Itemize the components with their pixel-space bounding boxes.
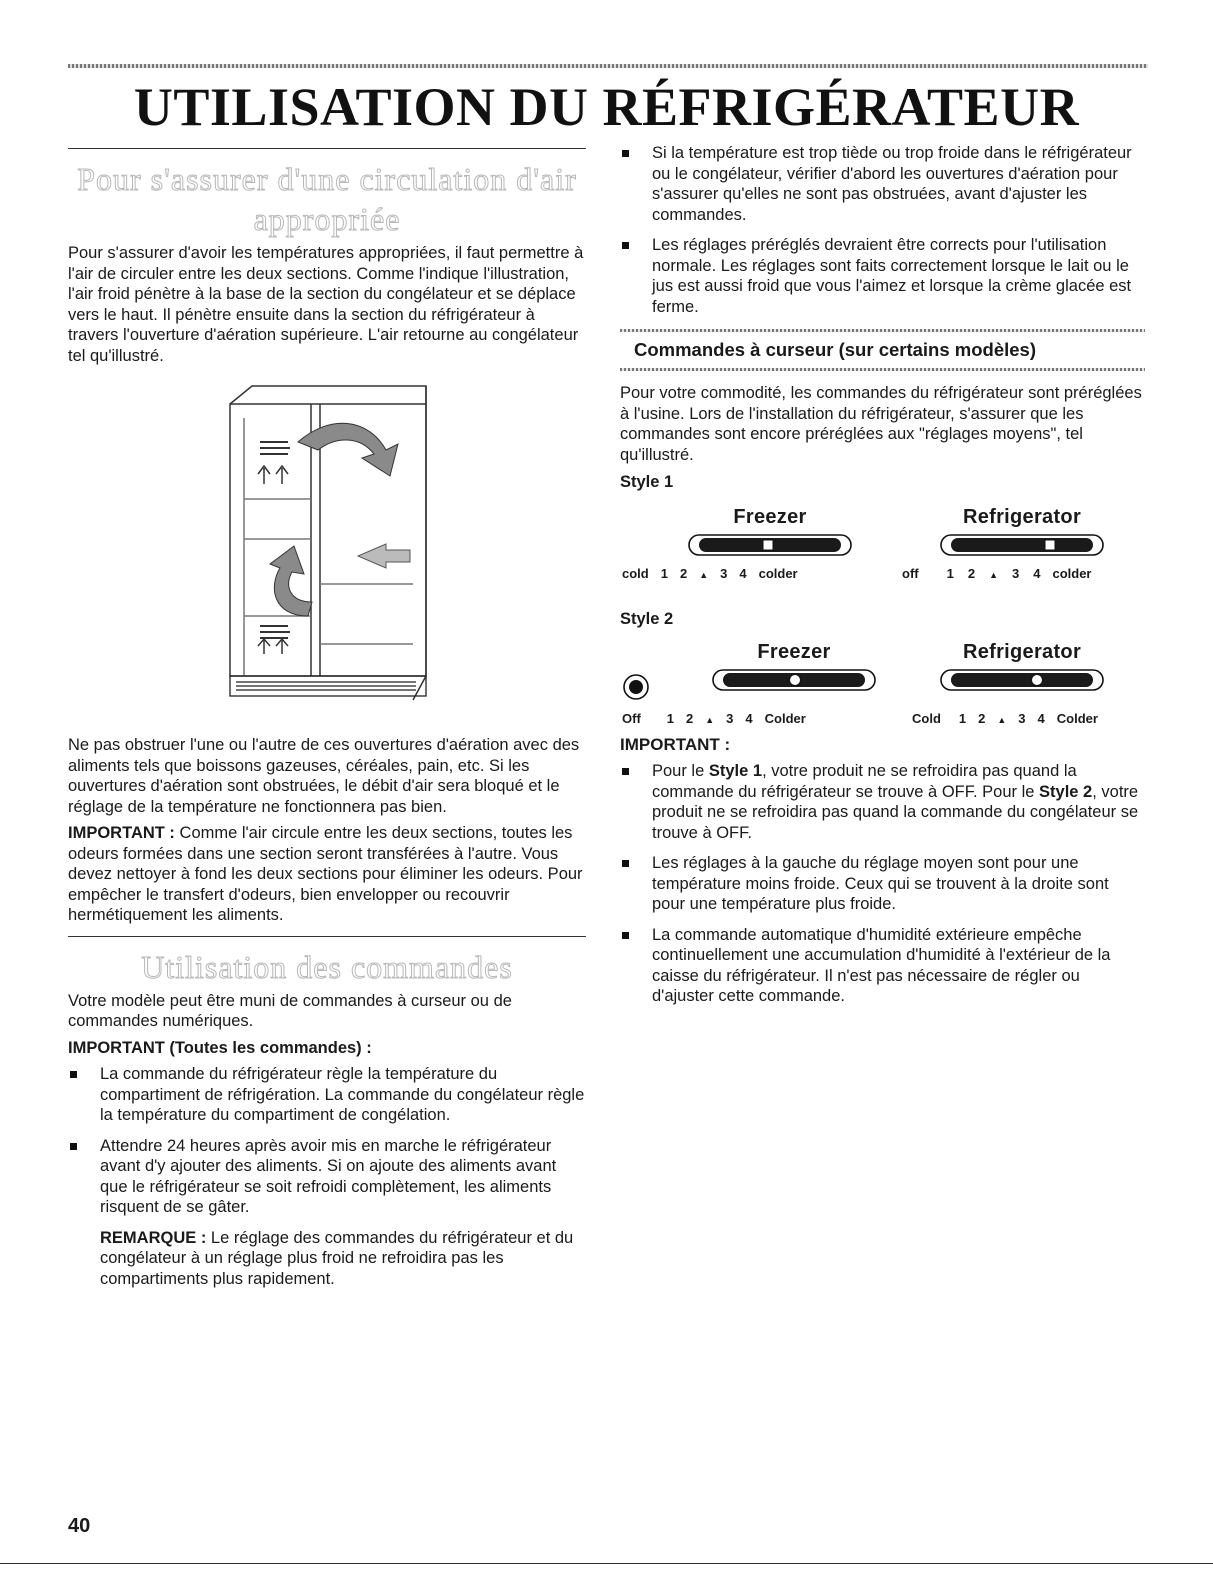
slider-thumb[interactable] [790,675,801,686]
style-2-freezer-scale: Off 1 2 ▲ 3 4 Colder [622,711,806,726]
important-all-controls-heading: IMPORTANT (Toutes les commandes) : [68,1038,372,1057]
style-1-freezer-scale: cold 1 2 ▲ 3 4 colder [622,566,798,581]
air-circulation-important [68,823,586,926]
air-circulation-intro: Pour s'assurer d'avoir les températures appropriées, il faut permettre à l'air de circuler entre les deux sections. Comme l'indique l'illustration, l'air froid pénètre à la base de la section du congélateur et se déplace vers le haut. Il pénètre ensuite dans la section du réfrigérateur à travers l'ouverture d'aération supérieure. L'air retourne au congélateur tel qu'illustré. [68,244,584,365]
refrigerator-slider[interactable] [937,532,1107,558]
bullet-square-icon [70,1071,77,1078]
slider-thumb[interactable] [1045,540,1055,550]
style-1-refrigerator-control [902,506,1142,558]
list-item [620,925,1145,1007]
note-label: REMARQUE : [100,1228,207,1247]
freezer-slider[interactable] [685,532,855,558]
slider-controls-intro: Pour votre commodité, les commandes du réfrigérateur sont préréglées à l'usine. Lors de l'installation du réfrigérateur, s'assurer que les commandes sont encore préréglées aux "réglages moyens", tel qu'illustré. [620,384,1142,464]
style-1-label: Style 1 [620,473,674,491]
important-bullet-list [620,761,1145,1007]
controls-intro: Votre modèle peut être muni de commandes à curseur ou de commandes numériques. [68,991,512,1030]
text-run: Pour le [652,762,709,780]
bullet-square-icon [622,768,629,775]
freezer-label: Freezer [757,641,831,663]
list-item [620,235,1145,317]
list-item-text: Attendre 24 heures après avoir mis en marche le réfrigérateur avant d'y ajouter des aliments. Si on ajoute des aliments avant que le réfrigérateur se soit refroidi complètement, les aliments risquent de se gâter. [100,1136,557,1216]
list-item [620,761,1145,843]
text-run: , votre produit ne se refroidira pas quand la commande du congélateur se trouve à OFF. [652,782,1139,842]
style-1-freezer-control [650,506,890,558]
freezer-label: Freezer [733,506,807,528]
style-1-refrigerator-scale: off 1 2 ▲ 3 4 colder [902,566,1092,581]
style-2-refrigerator-control [902,641,1142,693]
bullet-square-icon [622,932,629,939]
text-run: , votre produit ne se refroidira pas quand la commande du réfrigérateur se trouve à OFF. Pour le [652,762,1077,801]
list-item [68,1064,586,1126]
bullet-square-icon [70,1143,77,1150]
section-title-controls: Utilisation des commandes [141,948,513,985]
list-item [620,853,1145,915]
freezer-slider[interactable] [709,667,879,693]
style-2-controls [620,629,1145,725]
list-item [620,143,1145,225]
bottom-rule [0,1563,1213,1564]
bullet-square-icon [622,150,629,157]
style-2-freezer-control [674,641,914,693]
dotted-rule [620,368,1145,371]
important-text: Comme l'air circule entre les deux sections, toutes les odeurs formées dans une section seront transférées à l'autre. Vous devez nettoyer à fond les deux sections pour éliminer les odeurs. Pour empêcher le transfert d'odeurs, bien envelopper ou recouvrir hermétiquement les aliments. [68,824,583,924]
style-1-controls [620,492,1145,600]
page-title: UTILISATION DU RÉFRIGÉRATEUR [133,77,1080,137]
slider-thumb[interactable] [763,540,773,550]
slider-thumb[interactable] [1032,675,1043,686]
slider-controls-title: Commandes à curseur (sur certains modèles) [634,339,1037,360]
dotted-rule [620,329,1145,332]
cold-air-arrow-bottom-icon [270,546,312,616]
list-item-text: La commande du réfrigérateur règle la température du compartiment de réfrigération. La commande du congélateur règle la température du compartiment de congélation. [100,1065,585,1124]
cold-air-arrow-top-icon [298,423,398,476]
list-item-text: Si la température est trop tiède ou trop froide dans le réfrigérateur ou le congélateur, vérifier d'abord les ouvertures d'aération pour s'assurer qu'elles ne sont pas obstruées, avant d'ajuster les commandes. [652,144,1132,224]
air-return-arrow-middle-icon [358,544,410,568]
style-2-emphasis: Style 2 [1039,782,1093,801]
right-column [620,143,1145,1017]
style-2-refrigerator-scale: Cold 1 2 ▲ 3 4 Colder [912,711,1098,726]
important-heading: IMPORTANT : [620,735,731,754]
style-2-label: Style 2 [620,610,674,628]
air-flow-illustration [68,384,586,710]
off-button-icon[interactable] [622,673,650,701]
bullet-square-icon [622,242,629,249]
section-rule [68,148,586,149]
refrigerator-label: Refrigerator [962,641,1082,663]
refrigerator-label: Refrigerator [962,506,1082,528]
refrigerator-slider[interactable] [937,667,1107,693]
bullet-square-icon [622,860,629,867]
list-item-text: La commande automatique d'humidité extérieure empêche continuellement une accumulation d'humidité à l'extérieur de la caisse du réfrigérateur. Il n'est pas nécessaire de régler ou d'ajuster cette commande. [652,925,1111,1005]
left-column [68,148,586,1289]
note-text: Le réglage des commandes du réfrigérateur et du congélateur à un réglage plus froid ne refroidira pas les compartiments plus rapidement. [100,1228,574,1288]
page-number: 40 [68,1515,91,1537]
list-item-text: Les réglages préréglés devraient être corrects pour l'utilisation normale. Les réglages sont faits correctement lorsque le lait ou le jus est aussi froid que vous l'aimez et lorsque la crème glacée est ferme. [652,236,1132,316]
note-paragraph [68,1228,586,1290]
top-dotted-rule [68,64,1148,68]
section-title-air-circulation: Pour s'assurer d'une circulation d'air appropriée [77,161,577,237]
air-circulation-warning: Ne pas obstruer l'une ou l'autre de ces ouvertures d'aération avec des aliments tels que boissons gazeuses, céréales, pain, etc. Si les ouvertures d'aération sont obstruées, le débit d'air sera bloqué et le réglage de la température ne fonctionnera pas bien. [68,736,580,816]
controls-bullet-list [68,1064,586,1218]
style-1-emphasis: Style 1 [708,762,763,780]
temperature-bullet-list [620,143,1145,317]
list-item-text: Les réglages à la gauche du réglage moyen sont pour une température moins froide. Ceux qui se trouvent à la droite sont pour une température plus froide. [652,854,1109,913]
list-item [68,1136,586,1218]
important-label: IMPORTANT : [68,824,175,842]
section-rule [68,936,586,937]
